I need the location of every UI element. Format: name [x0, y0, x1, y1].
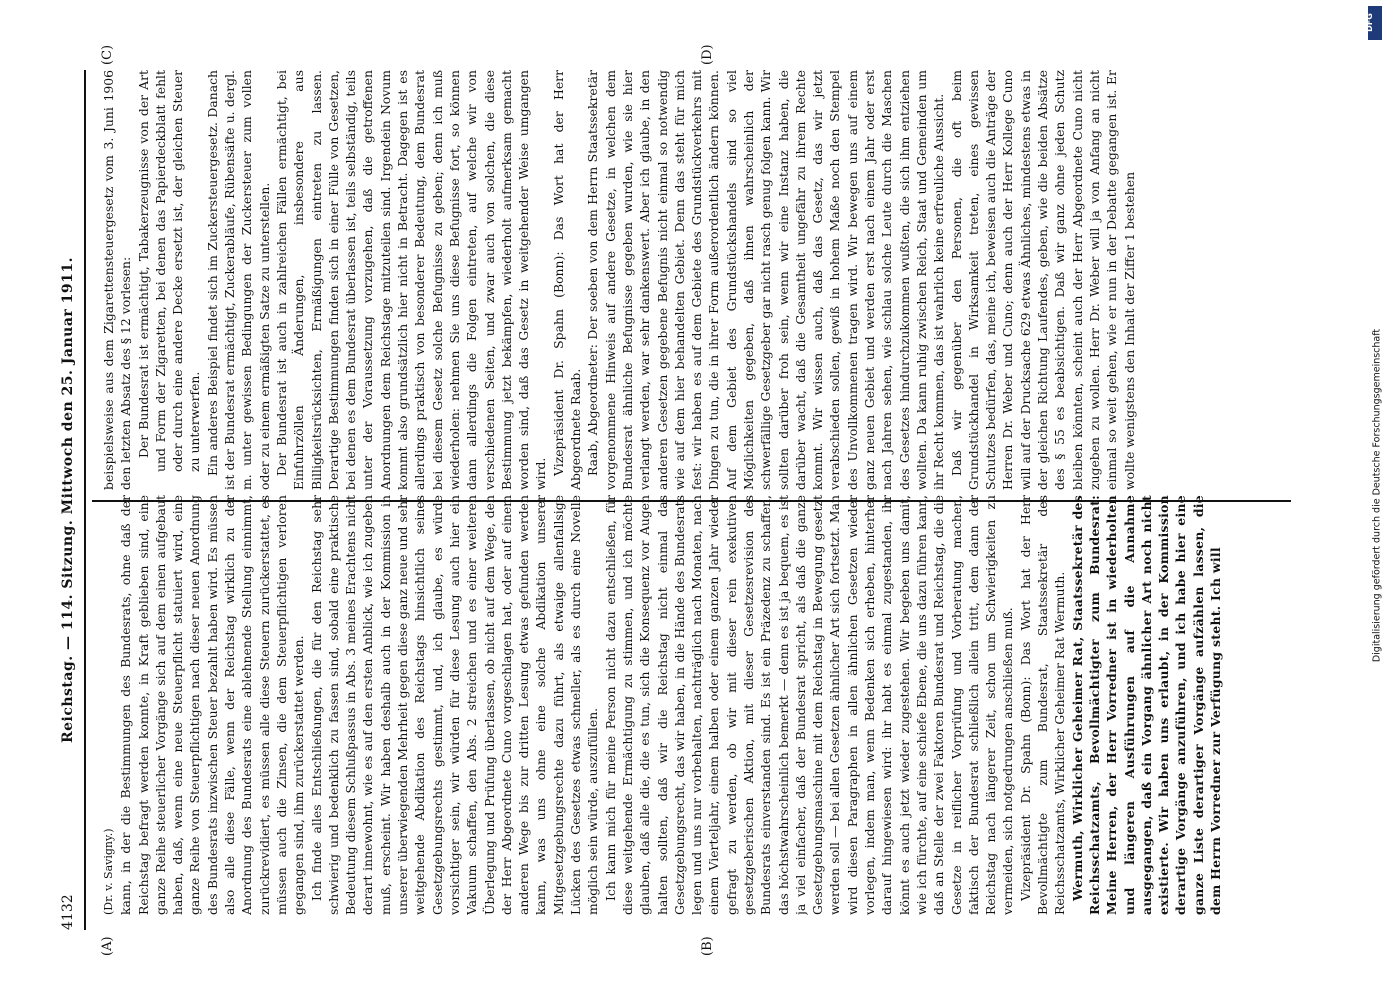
- attribution-strip: [1367, 0, 1381, 1000]
- paragraph: Ein anderes Beispiel findet sich im Zuckersteuergesetz. Danach ist der Bundesrat ermächtigt, Zuckerabläufe, Rübensäfte u. dergl. m. unter gewissen Bedingungen der Zuckersteuer zum vollen oder zu einem ermäßigten Satze zu unterstellen.: [204, 70, 272, 490]
- margin-letter-c: (C): [100, 44, 115, 65]
- attribution-text: Digitalisierung gefördert durch die Deutsche Forschungsgemeinschaft: [1371, 328, 1383, 663]
- margin-letter-d: (D): [700, 44, 715, 65]
- vice-president-note: Vizepräsident Dr. Spahn (Bonn): Das Wort hat der Herr Bevollmächtigte zum Bundesrat, Staatssekretär des Reichsschatzamts, Wirklicher Geheimer Rat Wermuth.: [1017, 495, 1068, 915]
- quotation: Der Bundesrat ist ermächtigt, Tabakerzeugnisse von der Art und Form der Zigaretten, bei denen das Papierdeckblatt fehlt oder durch eine andere Decke ersetzt ist, der gleichen Steuer zu unterwerfen.: [135, 70, 203, 472]
- speaker-paragraph: Wermuth, Wirklicher Geheimer Rat, Staatssekretär des Reichsschatzamts, Bevollmächtigter zum Bundesrat: Meine Herren, der Herr Vorredner ist in wiederholten und längeren Ausführungen auf die Annahme ausgegangen, daß ein Vorgang ähnlicher Art noch nicht existierte. Wir haben uns erlaubt, in der Kommission derartige Vorgänge anzuführen, und ich habe hier eine ganze Liste derartiger Vorgänge aufzählen lassen, die dem Herrn Vorredner zur Verfügung steht. Ich will: [1069, 495, 1223, 915]
- page-header: [60, 70, 80, 930]
- dfg-logo: DFG: [1368, 6, 1382, 40]
- margin-letter-a: (A): [100, 936, 115, 956]
- page-number: 4132: [60, 894, 76, 930]
- running-title: Reichstag. — 114. Sitzung. Mittwoch den 25. Januar 1911.: [60, 257, 76, 744]
- vice-president-note: Vizepräsident Dr. Spahn (Bonn): Das Wort hat der Herr Abgeordnete Raab.: [550, 70, 584, 490]
- paragraph: Ich kann mich für meine Person nicht dazu entschließen, für diese weitgehende Ermächtigung zu stimmen, und ich möchte glauben, daß alle die, die es tun, sich die Konsequenz vor Augen halten sollten, daß wir die Reichstag nicht einmal das Gesetzgebungsrecht, das wir haben, in die Hände des Bundesrats legen und uns nur vorbehalten, nachträglich nach Monaten, nach einem Vierteljahr, einem halben oder einem ganzen Jahr wieder gefragt zu werden, ob wir mit dieser rein exekutiven gesetzgeberischen Aktion, mit dieser Gesetzesrevision des Bundesrats einverstanden sind. Es ist ein Präzedenz zu schaffen, das höchstwahrscheinlich bemerkt — denn es ist ja bequem, es ist ja viel einfacher, daß der Bundesrat spricht, als daß die ganze Gesetzgebungsmaschine mit dem Reichstag in Bewegung gesetzt werden soll — bei allen Gesetzen ähnlicher Art sich fortsetzt. Man wird diesen Paragraphen in allen ähnlichen Gesetzen wieder vorlegen, indem man, wenn Bedenken sich erheben, hinterher darauf hingewiesen wird: ihr habt es einmal zugestanden, ihr könnt es auch jetzt wieder zugestehen. Wir begeben uns damit, wie ich fürchte, auf eine schiefe Ebene, die uns dazu führen kann, daß an Stelle der zwei Faktoren Bundesrat und Reichstag, die die Gesetze in reiflicher Vorprüfung und Vorberatung machen, faktisch der Bundesrat schließlich allein tritt, dem dann der Reichstag nach längerer Zeit, schon um Schwierigkeiten zu vermeiden, sich notgedrungen anschließen muß.: [602, 495, 1016, 915]
- paragraph: Daß wir gegenüber den Personen, die oft beim Grundstückhandel in Wirksamkeit treten, eines gewissen Schutzes bedürfen, das, meine ich, beweisen auch die Anträge der Herren Dr. Weber und Cuno; denn auch der Herr Kollege Cuno will auf der Drucksache 629 etwas Ähnliches, mindestens etwas in der gleichen Richtung Laufendes, geben, wie die beiden Absätze des § 55 es beabsichtigen. Daß wir ganz ohne jeden Schutz bleiben könnten, scheint auch der Herr Abgeordnete Cuno nicht zugeben zu wollen. Herr Dr. Weber will ja von Anfang an nicht einmal so weit gehen, wie er nun in der Debatte gegangen ist. Er wollte wenigstens den Inhalt der Ziffer 1 bestehen: [948, 70, 1137, 490]
- paragraph: Der Bundesrat ist auch in zahlreichen Fällen ermächtigt, bei Einfuhrzöllen Änderungen, insbesondere aus Billigkeitsrücksichten, Ermäßigungen eintreten zu lassen. Derartige Bestimmungen finden sich in einer Fülle von Gesetzen, bei denen es dem Bundesrat überlassen ist, teils selbständig, teils unter der Voraussetzung vorzugehen, daß die getroffenen Anordnungen dem Reichstage mitzuteilen sind. Irgendein Novum kommt also grundsätzlich hier nicht in Betracht. Dagegen ist es allerdings praktisch von besonderer Bedeutung, dem Bundesrat bei diesem Gesetz solche Befugnisse zu geben; denn ich muß wiederholen: nehmen Sie uns diese Befugnisse fort, so können dann allerdings die Folgen eintreten, auf welche wir von verschiedenen Seiten, und zwar auch von solchen, die diese Bestimmung jetzt bekämpfen, wiederholt aufmerksam gemacht worden sind, daß das Gesetz in weitgehender Weise umgangen wird.: [273, 70, 549, 490]
- running-speaker: (Dr. v. Savigny.): [102, 828, 115, 915]
- left-column: [100, 495, 1293, 915]
- margin-letter-b: (B): [700, 936, 715, 956]
- speaker-paragraph: Raab, Abgeordneter: Der soeben von dem Herrn Staatssekretär vorgenommene Hinweis auf andere Gesetze, in welchen dem Bundesrat ähnliche Befugnisse gegeben wurden, wie sie hier verlangt werden, war sehr dankenswert. Aber ich glaube, in den anderen Gesetzen gegebene Befugnis nicht einmal so notwendig wie auf dem hier behandelten Gebiet. Denn das steht für mich fest: wir haben es auf dem Gebiete des Grundstückverkehrs mit Dingen zu tun, die in ihrer Form außerordentlich ändern können. Auf dem Gebiet des Grundstückshandels sind so viel Möglichkeiten gegeben, daß ihnen wahrscheinlich der schwerfällige Gesetzgeber gar nicht rasch genug folgen kann. Wir sollten darüber froh sein, wenn wir eine Instanz haben, die darüber wacht, daß die Gesamtheit ungefähr zu ihrem Rechte kommt. Wir wissen auch, daß das Gesetz, das wir jetzt verabschieden sollen, gewiß in hohem Maße noch den Stempel des Unvollkommenen tragen wird. Wir bewegen uns auf einem ganz neuen Gebiet und werden erst nach einem Jahr oder erst nach Jahren sehen, wie schlau solche Leute durch die Maschen des Gesetzes hindurchzukommen wußten, die sich ihm entziehen wollten. Da kann ruhig zwischen Reich, Staat und Gemeinden um ihr Recht kommen, das ist wahrlich keine erfreuliche Aussicht.: [585, 70, 947, 490]
- paragraph: Ich finde alles Entschließungen, die für den Reichstag sehr schwierig und bedenklich zu fassen sind, sobald eine praktische Bedeutung diesem Schlußpassus in Abs. 3 meines Erachtens nicht derart innewohnt, wie es auf den ersten Anblick, wie ich zugeben muß, erscheint. Wir haben deshalb auch in der Kommission in unserer überwiegenden Mehrheit gegen diese ganz neue und sehr weitgehende Abdikation des Reichstags hinsichtlich seines Gesetzgebungsrechts gestimmt, und, ich glaube, es würde vorsichtiger sein, wir würden für diese Lesung auch hier ein Vakuum schaffen, den Abs. 2 streichen und es einer weiteren Überlegung und Prüfung überlassen, ob nicht auf dem Wege, den der Herr Abgeordnete Cuno vorgeschlagen hat, oder auf einem anderen Wege bis zur dritten Lesung etwas gefunden werden kann, was uns ohne eine solche Abdikation unserer Mitgesetzgebungsrechte dazu führt, als etwaige allenfallsige Lücken des Gesetzes etwas schneller, als es durch eine Novelle möglich sein würde, auszufüllen.: [308, 495, 601, 915]
- right-column: [100, 70, 1293, 490]
- header-rule: [84, 70, 86, 930]
- paragraph: beispielsweise aus dem Zigarettensteuergesetz vom 3. Juni 1906 den letzten Absatz des § 12 vorlesen:: [101, 70, 134, 490]
- paragraph: kann, in der die Bestimmungen des Bundesrats, ohne daß der Reichstag befragt werden konnte, in Kraft geblieben sind, eine ganze Reihe steuerlicher Vorgänge sich auf dem einen aufgebaut haben, daß, wenn eine neue Steuerpflicht statuiert wird, eine ganze Reihe von Steuerpflichtigen nach dieser neuen Anordnung des Bundesrats inzwischen Steuer bezahlt haben wird. Es müssen also alle diese Fälle, wenn der Reichstag wirklich zu der Anordnung des Bundesrats eine ablehnende Stellung einnimmt, zurückrevidiert, es müssen alle diese Steuern zurückerstattet, es müssen auch die Zinsen, die dem Steuerpflichtigen verloren gegangen sind, ihm zurückerstattet werden.: [118, 495, 307, 915]
